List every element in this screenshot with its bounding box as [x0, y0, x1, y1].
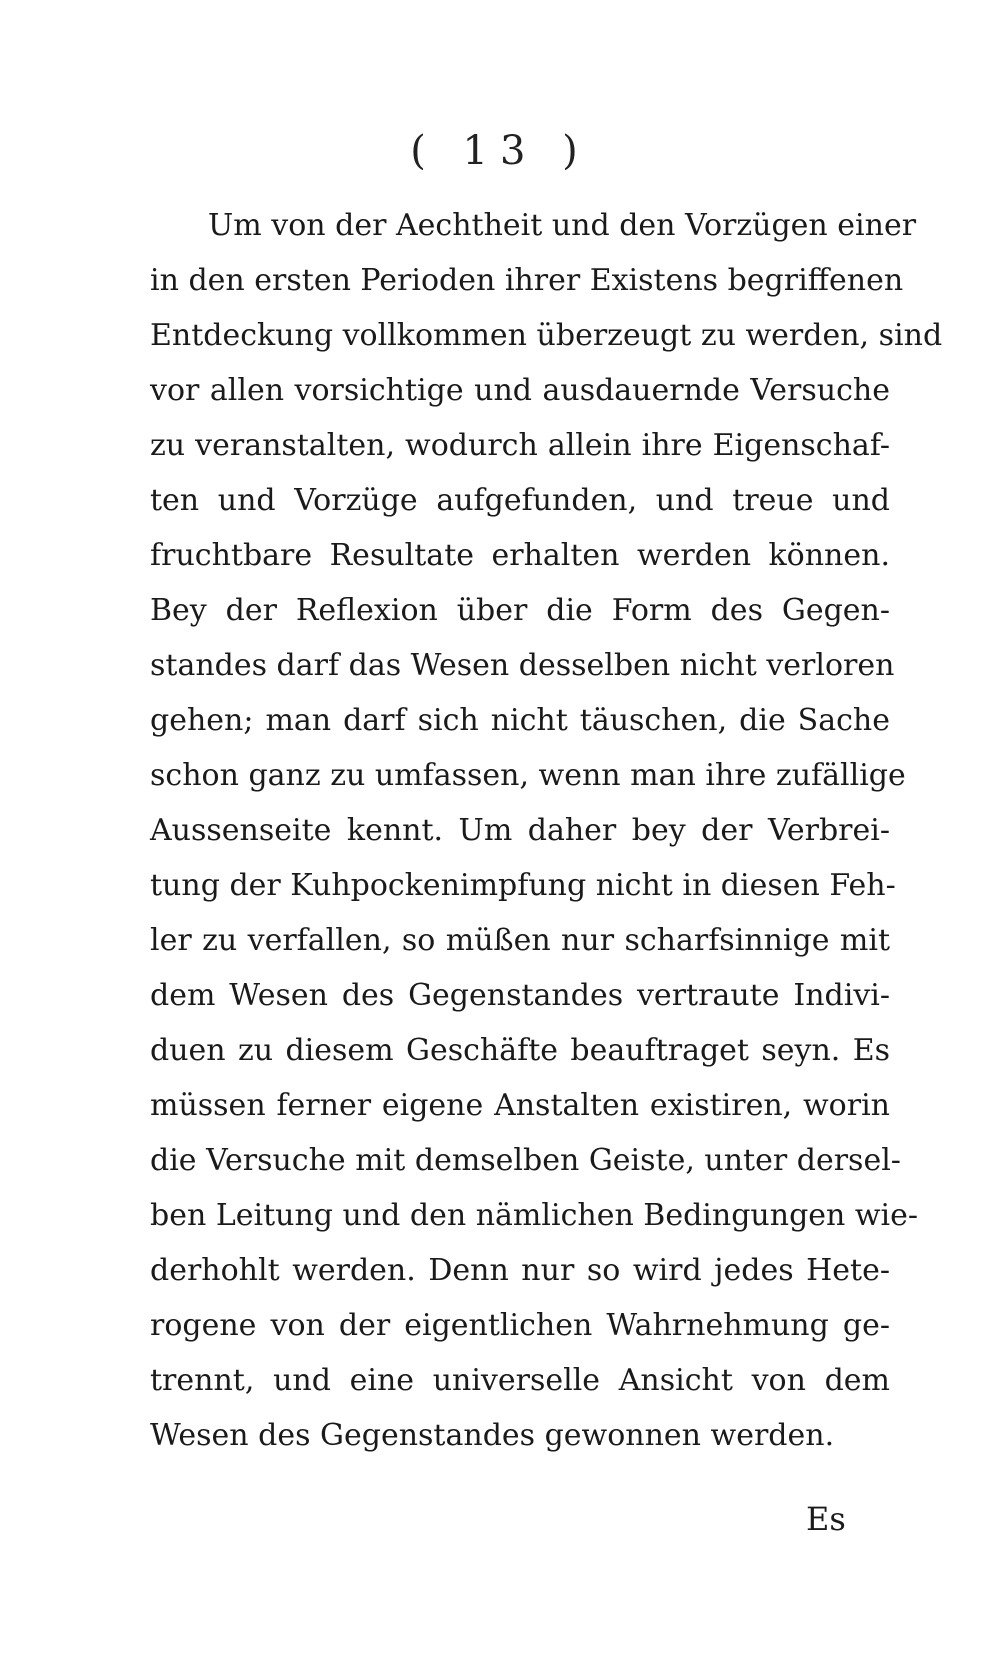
text-line: duen zu diesem Geschäfte beauftraget seyn. Es	[150, 1033, 890, 1068]
text-line: Wesen des Gegenstandes gewonnen werden.	[150, 1418, 835, 1453]
text-line: standes darf das Wesen desselben nicht verloren	[150, 648, 895, 683]
text-line: gehen; man darf sich nicht täuschen, die Sache	[150, 703, 890, 738]
text-line: die Versuche mit demselben Geiste, unter dersel-	[150, 1143, 901, 1178]
text-line: ten und Vorzüge aufgefunden, und treue und	[150, 483, 890, 518]
text-line: rogene von der eigentlichen Wahrnehmung ge-	[150, 1308, 890, 1343]
text-line: vor allen vorsichtige und ausdauernde Versuche	[150, 373, 890, 408]
text-line: Entdeckung vollkommen überzeugt zu werden, sind	[150, 318, 943, 353]
text-line: fruchtbare Resultate erhalten werden können.	[150, 538, 890, 573]
text-line: in den ersten Perioden ihrer Existens begriffenen	[150, 263, 904, 298]
text-line: tung der Kuhpockenimpfung nicht in diesen Feh-	[150, 868, 896, 903]
text-line: Bey der Reflexion über die Form des Gegen-	[150, 593, 890, 628]
text-line: Um von der Aechtheit und den Vorzügen einer	[208, 208, 917, 243]
catchword: Es	[806, 1500, 846, 1538]
text-line: Aussenseite kennt. Um daher bey der Verbrei-	[150, 813, 890, 848]
text-line: ler zu verfallen, so müßen nur scharfsinnige mit	[150, 923, 890, 958]
text-line: schon ganz zu umfassen, wenn man ihre zufällige	[150, 758, 906, 793]
text-line: trennt, und eine universelle Ansicht von dem	[150, 1363, 890, 1398]
body-text	[150, 198, 943, 1463]
text-line: zu veranstalten, wodurch allein ihre Eigenschaf-	[150, 428, 890, 463]
text-line: müssen ferner eigene Anstalten existiren, worin	[150, 1088, 890, 1123]
text-line: ben Leitung und den nämlichen Bedingungen wie-	[150, 1198, 919, 1233]
text-line: dem Wesen des Gegenstandes vertraute Indivi-	[150, 978, 890, 1013]
page-number: ( 13 )	[410, 128, 590, 174]
text-line: derhohlt werden. Denn nur so wird jedes Hete-	[150, 1253, 890, 1288]
